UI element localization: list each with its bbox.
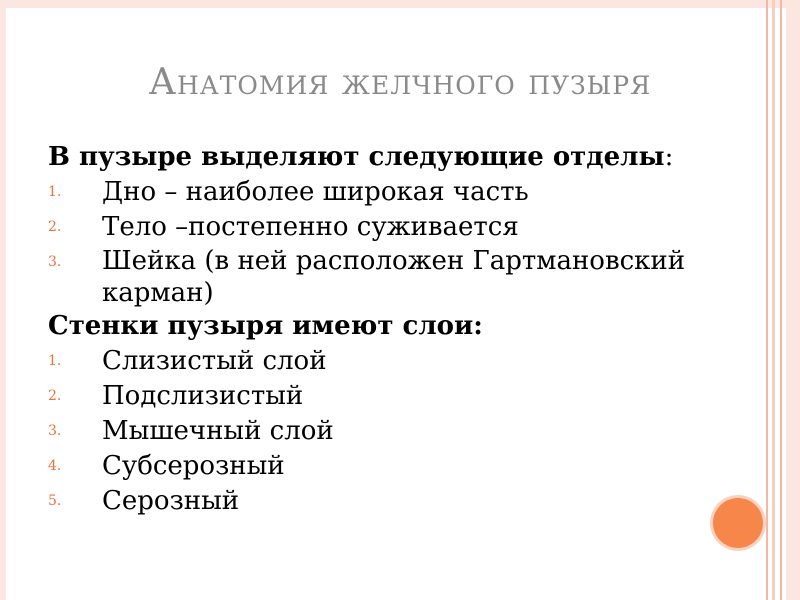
list-number: 1. — [48, 353, 62, 369]
list-number: 2. — [48, 388, 62, 404]
section-heading-text: Стенки пузыря имеют слои: — [48, 311, 483, 341]
list-item — [48, 344, 748, 379]
list-number: 4. — [48, 458, 62, 474]
slide-content — [48, 140, 748, 519]
list-item — [48, 175, 748, 210]
list-item — [48, 245, 748, 309]
list-item-text: Мышечный слой — [102, 416, 334, 446]
section-heading-text: В пузыре выделяют следующие отделы — [48, 142, 665, 172]
list-item — [48, 414, 748, 449]
frame-left-border — [0, 0, 6, 600]
section-heading — [48, 140, 748, 175]
list-item-text: Слизистый слой — [102, 346, 327, 376]
stripe — [766, 0, 768, 600]
stripe — [786, 0, 800, 600]
list-item — [48, 210, 748, 245]
list-number: 1. — [48, 184, 62, 200]
stripe — [772, 0, 775, 600]
section-heading — [48, 309, 748, 344]
list-number: 3. — [48, 423, 62, 439]
list-item — [48, 484, 748, 519]
list-number: 2. — [48, 219, 62, 235]
list-item-text: Тело –постепенно суживается — [102, 212, 519, 242]
list-item-text: Субсерозный — [102, 451, 285, 481]
frame-right-stripes — [766, 0, 800, 600]
layers-list — [48, 344, 748, 519]
section-heading-suffix: : — [664, 142, 674, 172]
list-number: 5. — [48, 493, 62, 509]
frame-top-border — [0, 0, 800, 8]
parts-list — [48, 175, 748, 309]
list-number: 3. — [48, 254, 62, 270]
slide-title: Анатомия желчного пузыря — [148, 62, 652, 103]
list-item-text: Дно – наиболее широкая часть — [102, 177, 529, 207]
list-item — [48, 449, 748, 484]
list-item-text: Подслизистый — [102, 381, 304, 411]
list-item — [48, 379, 748, 414]
list-item-text: Шейка (в ней расположен Гартмановский карман) — [102, 246, 686, 308]
list-item-text: Серозный — [102, 486, 240, 516]
stripe — [780, 0, 782, 600]
